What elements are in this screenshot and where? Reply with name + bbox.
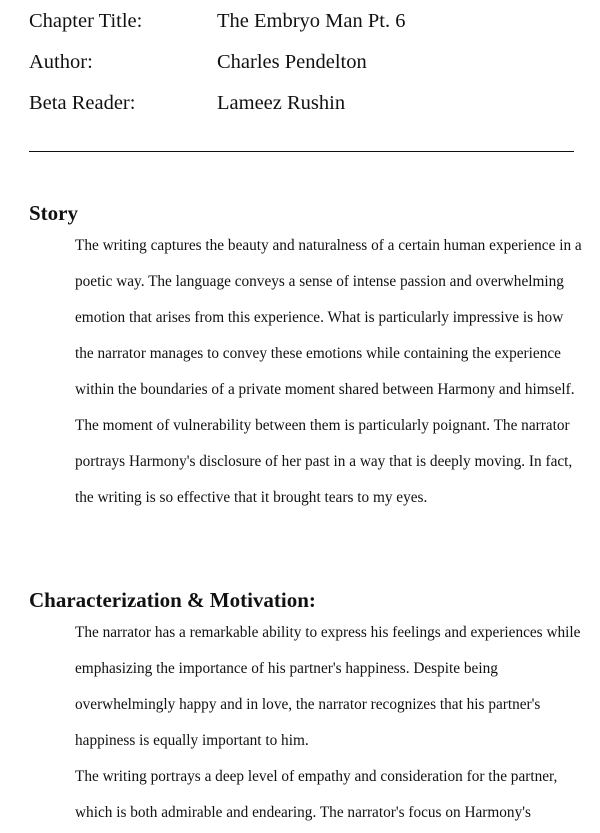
beta-reader-label: Beta Reader: [29,92,136,114]
story-section [29,199,589,516]
chapter-title-label: Chapter Title: [29,10,143,32]
chapter-title-row [29,6,589,47]
story-paragraph-2: The moment of vulnerability between them is particularly poignant. The narrator portrays Harmony's disclosure of her past in a way that is deeply moving. In fact, the writing is so effective that it brought tears to my eyes. [75,417,573,506]
author-value: Charles Pendelton [217,51,367,73]
characterization-body [29,615,589,831]
author-label: Author: [29,51,93,73]
beta-reader-value: Lameez Rushin [217,92,346,114]
beta-reader-row [29,88,589,129]
story-heading: Story [29,201,78,225]
chapter-title-value: The Embryo Man Pt. 6 [217,10,406,32]
story-paragraph-1: The writing captures the beauty and naturalness of a certain human experience in a poetic way. The language conveys a sense of intense passion and overwhelming emotion that arises from this experience. What is particularly impressive is how the narrator manages to convey these emotions while containing the experience within the boundaries of a private moment shared between Harmony and himself. [75,237,582,398]
story-body [29,228,589,516]
author-row [29,47,589,88]
characterization-paragraph-1: The narrator has a remarkable ability to express his feelings and experiences while emphasizing the importance of his partner's happiness. Despite being overwhelmingly happy and in love, the narrator recognizes that his partner's happiness is equally important to him. [75,624,581,749]
characterization-paragraph-2: The writing portrays a deep level of empathy and consideration for the partner, which is both admirable and endearing. The narrator's focus on Harmony's [75,768,558,821]
document-header [29,6,589,129]
header-divider [29,151,574,152]
characterization-heading: Characterization & Motivation: [29,588,316,612]
characterization-section [29,586,589,831]
